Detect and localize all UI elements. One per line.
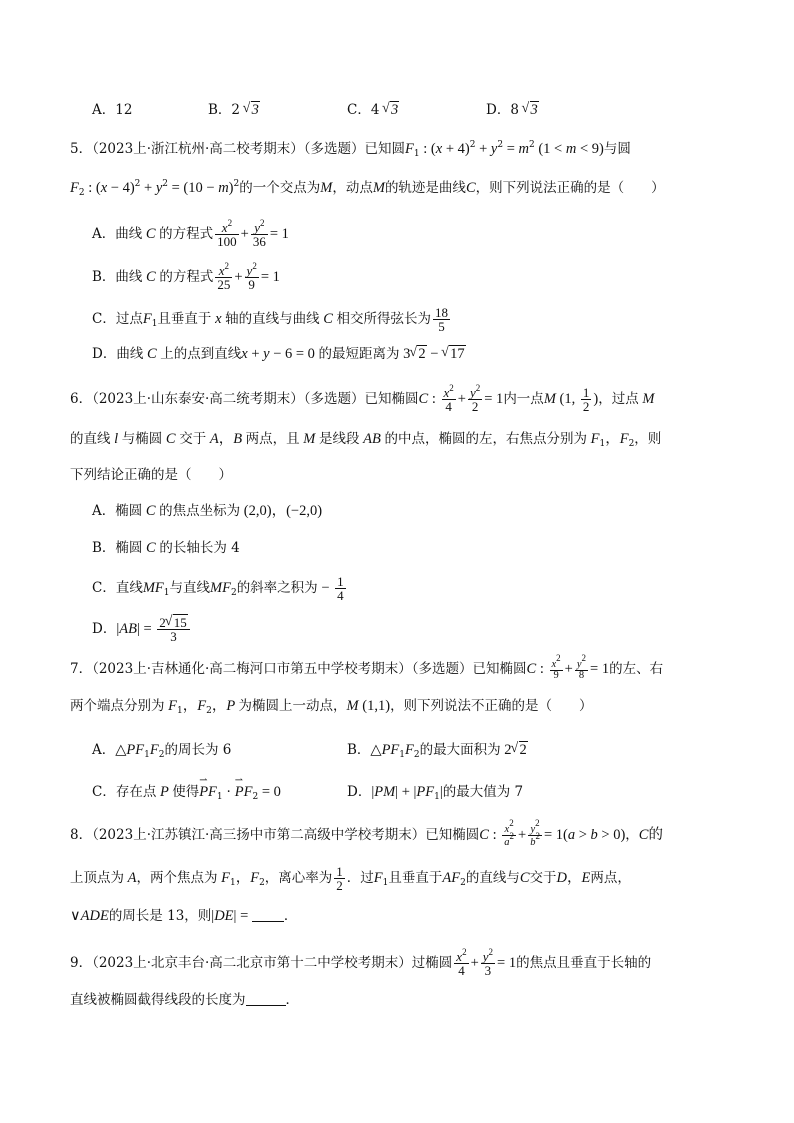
q5-option-d: D．曲线 C 上的点到直线x + y − 6 = 0 的最短距离为 3√ 2 − √ 17 <box>92 344 466 364</box>
q4-option-c: C．4 √ 3 <box>347 100 399 120</box>
q6-option-b: B．椭圆 C 的长轴长为 4 <box>92 540 240 556</box>
q5-stem-line2: $F_2$ : $(x - 4)^2 + y^2 = (10 - m)^2$的一个交点为M，动点M的轨迹是曲线C，则下列说法正确的是（ ） <box>70 179 665 198</box>
q9-stem-line2: 直线被椭圆截得线段的长度为 ． <box>70 992 299 1008</box>
q8-stem-line2: 上顶点为 A，两个焦点为 $F_1$，$F_2$，离心率为 $\frac{1}{2}$ ．过$F_1$且垂直于$AF_2$的直线与C交于D，E两点， <box>70 864 631 893</box>
q7-stem-line1: 7．（2023上·吉林通化·高二梅河口市第五中学校考期末）（多选题）已知椭圆C : $\frac{x^2}{9}$ + $\frac{y^2}{8}$ = 1的左、右 <box>70 653 664 681</box>
q4-option-a: A．12 <box>92 102 133 118</box>
q6-stem-line2: 的直线 l 与椭圆 C 交于 A，B 两点，且 M 是线段 AB 的中点，椭圆的左，右焦点分别为 $F_1$，$F_2$，则 <box>70 431 662 449</box>
q7-option-b: B．$\triangle PF_1F_2$的最大面积为 2√ 2 <box>347 740 528 760</box>
q6-option-d: D．|AB| = $\frac{2√ 15}{3}$ <box>92 616 192 643</box>
q5-option-a: A．曲线 C 的方程式 $\frac{x^2}{100}$ + $\frac{y^2}{36}$ = 1 <box>92 218 289 249</box>
q9-stem-line1: 9．（2023上·北京丰台·高二北京市第十二中学校考期末）过椭圆 $\frac{x^2}{4}$ + $\frac{y^2}{3}$ = 1的焦点且垂直于长轴的 <box>70 947 652 978</box>
q5-option-c: C．过点$F_1$且垂直于 x 轴的直线与曲线 C 相交所得弦长为 $\frac{18}{5}$ <box>92 305 449 334</box>
q7-option-c: C．存在点 P 使得⇀ $PF_1$ · ⇀ $PF_2 = 0$ <box>92 782 281 802</box>
q8-stem-line3: ∨ADE的周长是 13，则|DE| = ． <box>70 908 298 924</box>
q6-stem-line3: 下列结论正确的是（ ） <box>70 467 232 483</box>
q6-stem-line1: 6．（2023上·山东泰安·高二统考期末）（多选题）已知椭圆C : $\frac{x^2}{4}$ + $\frac{y^2}{2}$ = 1内一点M (1, $\frac{1}{2}$ )，过点 M <box>70 383 655 414</box>
q7-stem-line2: 两个端点分别为 $F_1$，$F_2$，P 为椭圆上一动点，M (1,1)，则下列说法不正确的是（ ） <box>70 698 593 716</box>
q7-option-a: A．$\triangle PF_1F_2$的周长为 6 <box>92 742 232 760</box>
q8-stem-line1: 8．（2023上·江苏镇江·高三扬中市第二高级中学校考期末）已知椭圆C : $\frac{x^2}{a^2}$ + $\frac{y^2}{b^2}$ = 1(a > b > 0)，C的 <box>70 818 663 848</box>
q5-stem-line1: 5．（2023上·浙江杭州·高二校考期末）（多选题）已知圆$F_1$ : $(x + 4)^2 + y^2 = m^2$ (1 < m < 9)与圆 <box>70 140 631 159</box>
q6-option-c: C．直线$MF_1$与直线$MF_2$的斜率之积为 − $\frac{1}{4}$ <box>92 574 344 603</box>
q7-option-d: D．$|PM| + |PF_1|$的最大值为 7 <box>347 784 524 802</box>
q4-option-d: D．8 √ 3 <box>486 100 539 120</box>
q4-option-b: B．2 √ 3 <box>208 100 260 120</box>
q5-option-b: B．曲线 C 的方程式 $\frac{x^2}{25}$ + $\frac{y^2}{9}$ = 1 <box>92 261 280 292</box>
q6-option-a: A．椭圆 C 的焦点坐标为 (2,0)，(−2,0) <box>92 503 323 519</box>
